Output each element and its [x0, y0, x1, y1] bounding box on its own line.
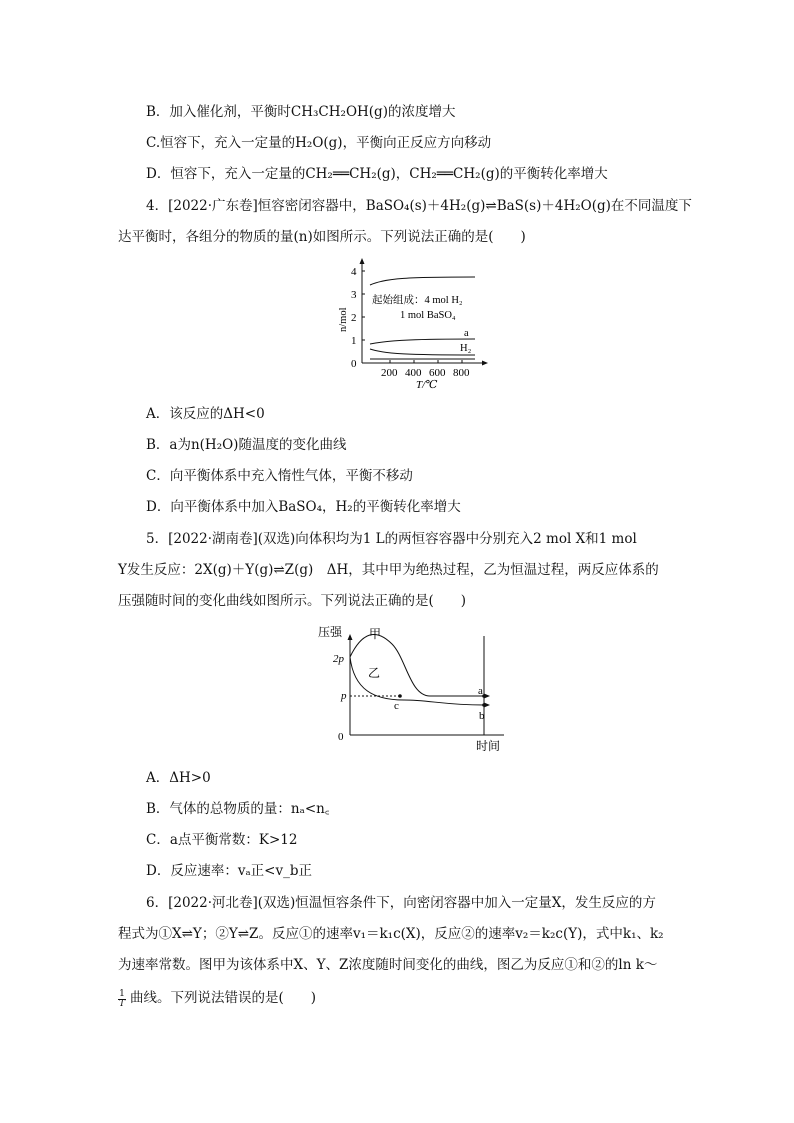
q4-option-c: C．向平衡体系中充入惰性气体，平衡不移动 [146, 468, 413, 484]
q6-stem-line-2: 程式为①X⇌Y；②Y⇌Z。反应①的速率v₁＝k₁c(X)，反应②的速率v₂＝k₂c(Y)，式中k₁、k₂ [118, 926, 664, 942]
q4-y-tick-4: 4 [351, 266, 357, 278]
q4-option-b: B．a为n(H₂O)随温度的变化曲线 [146, 437, 347, 453]
q3-option-d: D．恒容下，充入一定量的CH₂══CH₂(g)，CH₂══CH₂(g)的平衡转化率增大 [146, 166, 608, 182]
q6-fraction-denominator: T [118, 999, 125, 1009]
q4-note-line-1: 起始组成：4 mol H₂ [372, 295, 463, 306]
q5-stem-line-1: 5．[2022·湖南卷](双选)向体积均为1 L的两恒容容器中分别充入2 mol X和1 mol [146, 531, 637, 547]
q5-label-jia: 甲 [369, 627, 382, 641]
q4-stem-line-1: 4．[2022·广东卷]恒容密闭容器中，BaSO₄(s)＋4H₂(g)⇌BaS(s)＋4H₂O(g)在不同温度下 [146, 198, 692, 214]
q4-option-a: A．该反应的ΔH<0 [146, 406, 265, 422]
q5-label-b: b [479, 710, 485, 722]
q4-x-tick-800: 800 [453, 367, 470, 379]
q4-curve-label-h2: H₂ [460, 343, 472, 354]
q5-option-a: A．ΔH>0 [146, 770, 211, 786]
q6-stem-line-1: 6．[2022·河北卷](双选)恒温恒容条件下，向密闭容器中加入一定量X，发生反应的方 [146, 895, 656, 911]
q4-y-axis-label: n/mol [338, 307, 349, 332]
q5-label-c: c [394, 700, 399, 712]
q4-x-arrow [482, 361, 488, 366]
q6-fraction [118, 990, 126, 1009]
q5-point-c [398, 694, 402, 698]
q5-curve-yi [350, 657, 484, 705]
q6-fraction-numerator: 1 [119, 989, 125, 999]
q5-origin: 0 [338, 731, 344, 743]
q5-figure [314, 622, 514, 754]
q4-option-d: D．向平衡体系中加入BaSO₄，H₂的平衡转化率增大 [146, 499, 461, 515]
q5-tick-p: p [341, 690, 347, 702]
q5-stem-line-3: 压强随时间的变化曲线如图所示。下列说法正确的是( ) [118, 593, 467, 609]
q4-curve-label-a: a [464, 328, 469, 339]
q6-stem-line-4: 曲线。下列说法错误的是( ) [130, 990, 317, 1006]
q5-label-a: a [478, 685, 483, 697]
q4-x-tick-200: 200 [381, 367, 398, 379]
q6-stem-line-3: 为速率常数。图甲为该体系中X、Y、Z浓度随时间变化的曲线，图乙为反应①和②的ln k～ [118, 957, 658, 973]
q4-y-arrow [360, 258, 365, 264]
q5-option-d: D．反应速率：vₐ正<v_b正 [146, 863, 312, 879]
q4-x-tick-400: 400 [405, 367, 422, 379]
q4-note-line-2: 1 mol BaSO₄ [400, 310, 456, 321]
q4-y-tick-2: 2 [351, 312, 357, 324]
q4-figure [330, 258, 490, 390]
q5-y-axis-label: 压强 [318, 625, 343, 639]
q4-x-axis-label: T/℃ [416, 379, 438, 390]
q5-tick-2p: 2p [333, 653, 344, 665]
q3-option-b: B．加入催化剂，平衡时CH₃CH₂OH(g)的浓度增大 [146, 104, 456, 120]
q5-option-b: B．气体的总物质的量：nₐ<n꜀ [146, 801, 330, 817]
q5-point-b [482, 703, 486, 707]
q5-option-c: C．a点平衡常数：K>12 [146, 832, 298, 848]
q4-x-tick-600: 600 [429, 367, 446, 379]
q5-label-yi: 乙 [368, 666, 381, 680]
q5-stem-line-2: Y发生反应：2X(g)＋Y(g)⇌Z(g) ΔH，其中甲为绝热过程，乙为恒温过程，两反应体系的 [118, 562, 659, 578]
q4-curve-h2o [370, 277, 475, 285]
q4-y-tick-3: 3 [351, 289, 357, 301]
q5-y-arrow [348, 634, 353, 640]
q3-option-c: C.恒容下，充入一定量的H₂O(g)，平衡向正反应方向移动 [146, 135, 492, 151]
q4-stem-line-2: 达平衡时，各组分的物质的量(n)如图所示。下列说法正确的是( ) [118, 229, 526, 245]
q4-y-tick-0: 0 [351, 358, 357, 370]
q5-x-axis-label: 时间 [476, 739, 501, 753]
q4-y-tick-1: 1 [351, 335, 357, 347]
